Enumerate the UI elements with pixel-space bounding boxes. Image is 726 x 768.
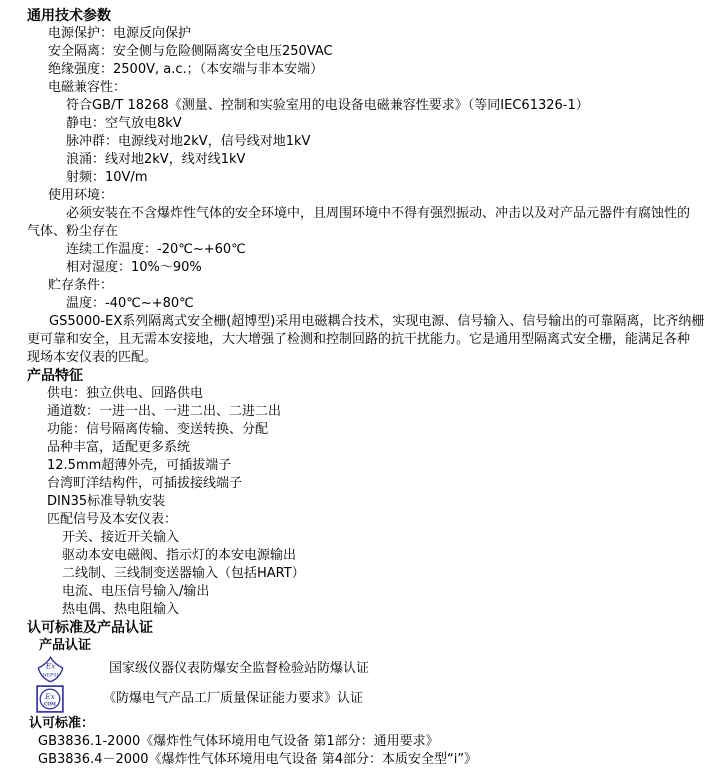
text-line: 静电：空气放电8kV bbox=[66, 116, 182, 131]
text-line: 台湾町洋结构件，可插拔接线端子 bbox=[47, 476, 243, 491]
svg-text:Ex: Ex bbox=[45, 692, 55, 701]
certification-row-excom bbox=[0, 683, 726, 715]
text-line: 温度：-40℃~+80℃ bbox=[66, 296, 194, 311]
text-line: 电磁兼容性： bbox=[48, 80, 127, 95]
text-line: 现场本安仪表的匹配。 bbox=[27, 350, 158, 365]
sub-heading: 认可标准： bbox=[29, 716, 95, 731]
text-line: 相对湿度：10%～90% bbox=[66, 260, 202, 275]
certification-text: 国家级仪器仪表防爆安全监督检验站防爆认证 bbox=[109, 661, 370, 676]
text-line: 绝缘强度：2500V, a.c.；（本安端与非本安端） bbox=[48, 62, 324, 77]
text-line: 连续工作温度：-20℃~+60℃ bbox=[66, 242, 246, 257]
text-line: 功能：信号隔离传输、变送转换、分配 bbox=[47, 422, 269, 437]
text-line: 脉冲群：电源线对地2kV，信号线对地1kV bbox=[66, 134, 311, 149]
text-line: 电源保护：电源反向保护 bbox=[48, 26, 192, 41]
text-line: 射频：10V/m bbox=[66, 170, 148, 185]
text-line: 必须安装在不含爆炸性气体的安全环境中，且周围环境中不得有强烈振动、冲击以及对产品元器件有腐蚀性的 bbox=[66, 206, 691, 221]
text-line: 通道数：一进一出、一进二出、二进二出 bbox=[47, 404, 282, 419]
text-line: 12.5mm超薄外壳，可插拔端子 bbox=[47, 458, 232, 473]
text-line: 开关、接近开关输入 bbox=[62, 530, 180, 545]
section-heading: 通用技术参数 bbox=[27, 8, 111, 24]
certification-text: 《防爆电气产品工厂质量保证能力要求》认证 bbox=[103, 691, 364, 706]
text-line: 热电偶、热电阻输入 bbox=[62, 602, 180, 617]
text-line: 驱动本安电磁阀、指示灯的本安电源输出 bbox=[62, 548, 297, 563]
text-line: 更可靠和安全，且无需本安接地，大大增强了检测和控制回路的抗干扰能力。它是通用型隔离式安全栅，能满足各种 bbox=[27, 332, 691, 347]
text-line: 供电：独立供电、回路供电 bbox=[47, 386, 204, 401]
text-line: GB3836.4－2000《爆炸性气体环境用电气设备 第4部分：本质安全型“i”》 bbox=[38, 752, 478, 767]
svg-text:Ex: Ex bbox=[45, 661, 56, 671]
text-line: DIN35标准导轨安装 bbox=[47, 494, 166, 509]
text-line: 二线制、三线制变送器输入（包括HART） bbox=[62, 566, 305, 581]
text-line: 电流、电压信号输入/输出 bbox=[62, 584, 210, 599]
section-heading: 认可标准及产品认证 bbox=[27, 620, 153, 636]
document-body-top bbox=[0, 7, 726, 655]
sub-heading: 产品认证 bbox=[39, 638, 92, 653]
text-line: 匹配信号及本安仪表： bbox=[47, 512, 178, 527]
ex-nepsi-logo bbox=[37, 656, 64, 683]
document-body-bottom bbox=[0, 715, 726, 768]
text-line: 贮存条件： bbox=[48, 278, 114, 293]
certification-row-nepsi bbox=[0, 655, 726, 683]
text-line: GS5000-EX系列隔离式安全栅(超博型)采用电磁耦合技术，实现电源、信号输入、信号输出的可靠隔离，比齐纳栅 bbox=[49, 314, 705, 329]
text-line: 浪涌：线对地2kV，线对线1kV bbox=[66, 152, 246, 167]
svg-text:COM: COM bbox=[44, 702, 56, 708]
text-line: 使用环境： bbox=[48, 188, 114, 203]
section-heading: 产品特征 bbox=[27, 368, 83, 384]
text-line: 符合GB/T 18268《测量、控制和实验室用的电设备电磁兼容性要求》（等同IEC61326-1） bbox=[66, 98, 589, 113]
svg-text:NEPSI: NEPSI bbox=[42, 672, 59, 678]
text-line: GB3836.1-2000《爆炸性气体环境用电气设备 第1部分：通用要求》 bbox=[38, 734, 439, 749]
ex-com-logo bbox=[36, 685, 64, 713]
text-line: 气体、粉尘存在 bbox=[27, 224, 119, 239]
text-line: 安全隔离：安全侧与危险侧隔离安全电压250VAC bbox=[48, 44, 333, 59]
text-line: 品种丰富，适配更多系统 bbox=[47, 440, 191, 455]
